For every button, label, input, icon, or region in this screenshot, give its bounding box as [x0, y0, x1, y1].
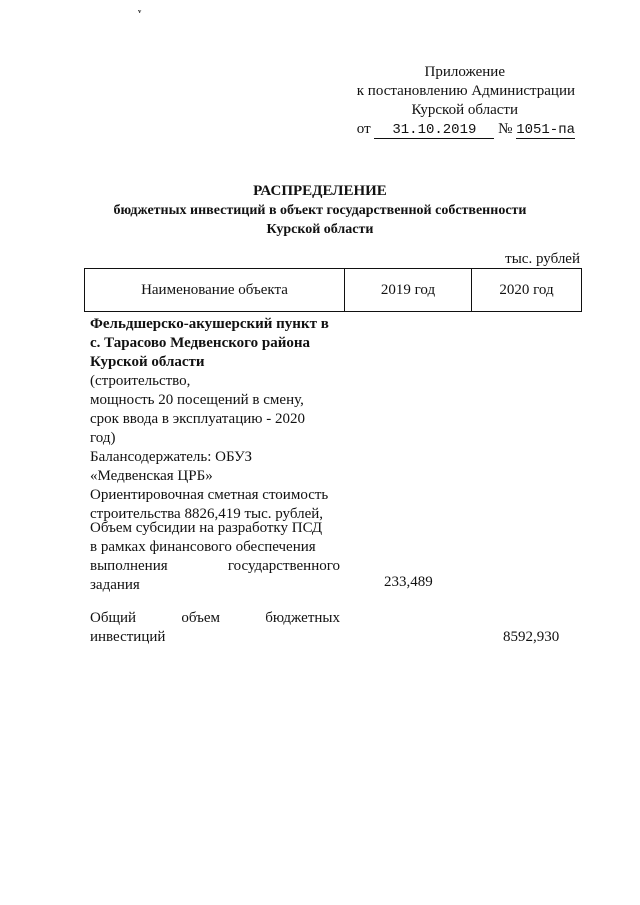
resolution-date: 31.10.2019	[374, 122, 494, 139]
total-description	[90, 609, 340, 647]
total-value-2020: 8592,930	[503, 629, 560, 645]
object-detail-line: срок ввода в эксплуатацию - 2020	[90, 411, 305, 427]
total-line-end: инвестиций	[90, 629, 166, 645]
object-detail-line: строительства 8826,419 тыс. рублей,	[90, 506, 324, 522]
column-header-2019: 2019 год	[345, 269, 472, 312]
total-line	[90, 609, 340, 628]
document-subtitle: бюджетных инвестиций в объект государственной собственности	[113, 203, 527, 218]
object-detail-line: год)	[90, 430, 116, 446]
subsidy-line	[90, 519, 340, 538]
subsidy-line	[90, 538, 340, 557]
subsidy-value-2019: 233,489	[384, 574, 433, 590]
number-label: №	[498, 121, 513, 137]
subsidy-word: государственного	[227, 558, 340, 574]
distribution-table-header	[84, 268, 582, 312]
subsidy-line	[90, 557, 340, 576]
appendix-block	[300, 63, 575, 139]
object-name-line: с. Тарасово Медвенского района	[90, 335, 310, 351]
object-detail-line: мощность 20 посещений в смену,	[90, 392, 304, 408]
resolution-number: 1051-па	[516, 122, 575, 138]
object-detail-line: Ориентировочная сметная стоимость	[90, 487, 329, 503]
subsidy-line-text: Объем субсидии на разработку ПСД	[90, 520, 323, 536]
appendix-region: Курской области	[411, 102, 518, 118]
total-word: Общий	[90, 610, 137, 626]
total-word: объем	[181, 610, 221, 626]
object-name-line: Курской области	[90, 354, 205, 370]
corner-mark: ᵛ	[138, 7, 142, 19]
subsidy-description	[90, 519, 340, 595]
appendix-resolution: к постановлению Администрации	[356, 83, 575, 99]
subsidy-line-text: в рамках финансового обеспечения	[90, 539, 316, 555]
subsidy-line-end: задания	[90, 577, 140, 593]
column-header-2020: 2020 год	[472, 269, 582, 312]
appendix-title: Приложение	[424, 64, 505, 80]
appendix-date-line	[300, 120, 575, 139]
total-word: бюджетных	[265, 610, 340, 626]
document-subtitle-region: Курской области	[266, 222, 374, 237]
object-description	[90, 315, 340, 524]
document-heading	[0, 182, 640, 239]
object-detail-line: Балансодержатель: ОБУЗ	[90, 449, 253, 465]
object-name-line: Фельдшерско-акушерский пункт в	[90, 316, 329, 332]
unit-label: тыс. рублей	[505, 251, 580, 267]
subsidy-word: выполнения	[90, 558, 168, 574]
from-label: от	[356, 121, 371, 137]
object-detail-line: «Медвенская ЦРБ»	[90, 468, 213, 484]
column-header-object: Наименование объекта	[85, 269, 345, 312]
object-detail-line: (строительство,	[90, 373, 191, 389]
document-title: РАСПРЕДЕЛЕНИЕ	[253, 183, 387, 199]
